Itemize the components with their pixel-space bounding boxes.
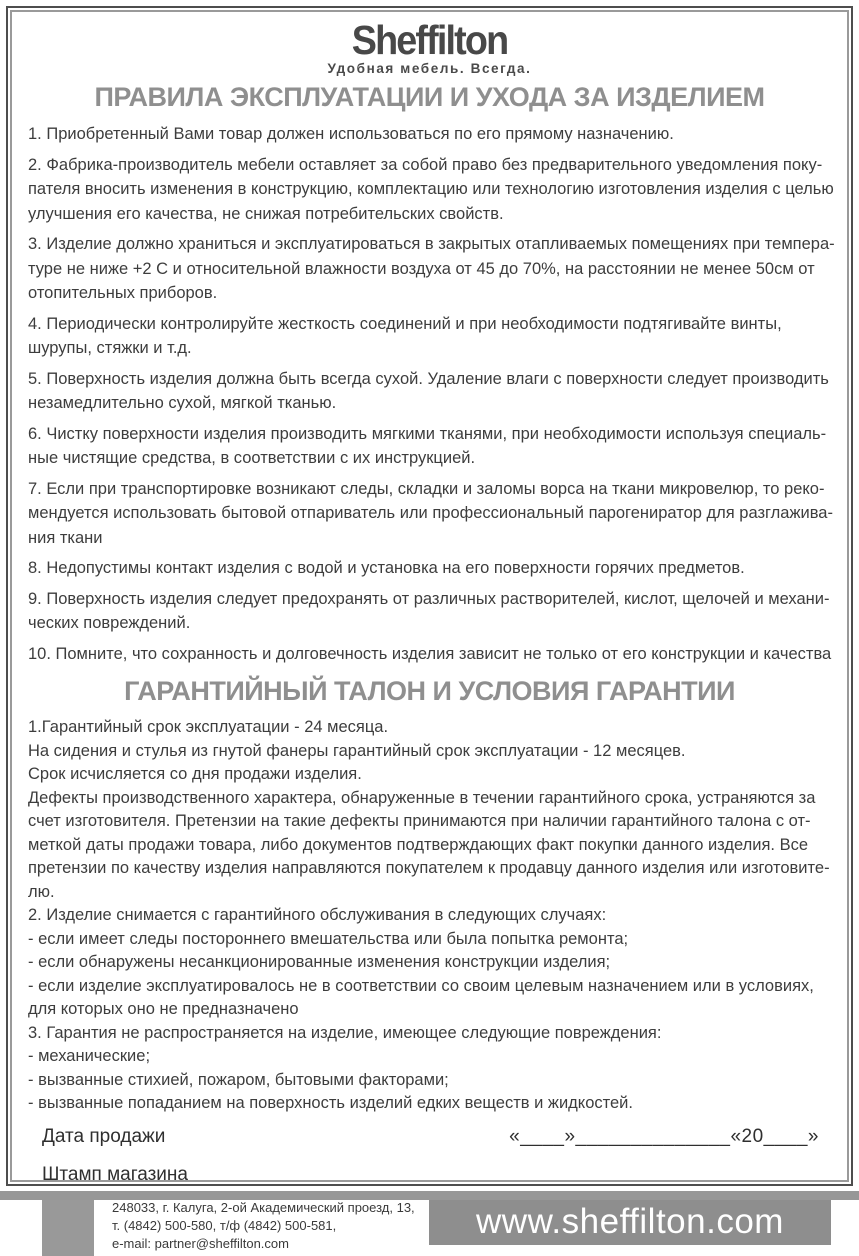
website-banner: www.sheffilton.com (429, 1199, 831, 1245)
text-line: 3. Изделие должно храниться и эксплуатироваться в закрытых отапливаемых помещениях при темпера- (28, 235, 835, 253)
text-line: меткой даты продажи товара, либо документов подтверждающих факт покупки данного изделия. Все (28, 835, 809, 854)
text-line: незамедлительно сухой, мягкой тканью. (28, 394, 337, 412)
text-line: 5. Поверхность изделия должна быть всегда сухой. Удаление влаги с поверхности следует производить (28, 369, 829, 388)
text-line: 3. Гарантия не распространяется на изделие, имеющее следующие повреждения: (28, 1023, 662, 1042)
text-line: 4. Периодически контролируйте жесткость соединений и при необходимости подтягивайте винты, (28, 314, 782, 333)
sale-date-blank-fields: «____»______________«20____» (509, 1125, 819, 1147)
care-item (28, 367, 831, 416)
text-line: лю. (28, 882, 55, 901)
care-item (28, 477, 831, 551)
text-line: 2. Фабрика-производитель мебели оставляет за собой право без предварительного уведомления поку- (28, 155, 823, 174)
text-line: 6. Чистку поверхности изделия производить мягкими тканями, при необходимости используя специаль- (28, 424, 827, 443)
text-line: претензии по качеству изделия направляются покупателем к продавцу данного изделия или изготовите- (28, 859, 830, 877)
text-line: - если изделие эксплуатировалось не в соответствии со своим целевым назначением или в условиях, (28, 976, 814, 995)
text-line: 7. Если при транспортировке возникают следы, складки и заломы ворса на ткани микровелюр, то реко- (28, 479, 825, 498)
text-line: - вызванные стихией, пожаром, бытовыми факторами; (28, 1070, 449, 1089)
care-item (28, 422, 831, 471)
text-line: Срок исчисляется со дня продажи изделия. (28, 765, 362, 783)
footer (28, 1196, 831, 1256)
sale-date-row (28, 1124, 831, 1150)
text-line: - вызванные попаданием на поверхность изделий едких веществ и жидкостей. (28, 1094, 633, 1112)
text-line: мендуется использовать бытовой отпариватель или профессиональный парогениратор для разглажива- (28, 504, 833, 522)
brand-tagline: Удобная мебель. Всегда. (327, 61, 532, 76)
text-line: счет изготовителя. Претензии на такие дефекты принимаются при наличии гарантийного талона с от- (28, 812, 811, 830)
text-line: шурупы, стяжки и т.д. (28, 339, 192, 357)
text-line: т. (4842) 500-580, т/ф (4842) 500-581, (112, 1217, 337, 1233)
text-line: На сидения и стулья из гнутой фанеры гарантийный срок эксплуатации - 12 месяцев. (28, 741, 686, 760)
document-page (10, 10, 849, 1251)
care-item (28, 122, 831, 147)
text-line: Дефекты производственного характера, обнаруженные в течении гарантийного срока, устраняются за (28, 788, 816, 807)
text-line: - механические; (28, 1047, 151, 1065)
logo-block (28, 18, 831, 78)
text-line: пателя вносить изменения в конструкцию, комплектацию или технологию изготовления изделия с целью (28, 180, 834, 198)
text-line: 2. Изделие снимается с гарантийного обслуживания в следующих случаях: (28, 906, 607, 924)
text-line: улучшения его качества, не снижая потребительских свойств. (28, 204, 504, 223)
text-line: 9. Поверхность изделия следует предохранять от различных растворителей, кислот, щелочей и механи- (28, 589, 830, 608)
footer-address (94, 1196, 429, 1253)
text-line: 1.Гарантийный срок эксплуатации - 24 месяца. (28, 718, 389, 736)
text-line: ческих повреждений. (28, 614, 191, 632)
text-line: 8. Недопустимы контакт изделия с водой и установка на его поверхности горячих предметов. (28, 559, 745, 577)
scan-bottom-edge (0, 1189, 859, 1200)
care-section-title: ПРАВИЛА ЭКСПЛУАТАЦИИ И УХОДА ЗА ИЗДЕЛИЕМ (94, 82, 765, 112)
care-rules-list (28, 122, 835, 666)
text-line: - если имеет следы постороннего вмешательства или была попытка ремонта; (28, 929, 629, 948)
text-line: ния ткани (28, 528, 103, 547)
text-line: - если обнаружены несанкционированные изменения конструкции изделия; (28, 953, 611, 971)
text-line: туре не ниже +2 С и относительной влажности воздуха от 45 до 70%, на расстоянии не менее 50см от (28, 259, 815, 278)
warranty-terms (28, 716, 831, 1116)
care-item (28, 587, 831, 636)
care-item (28, 642, 831, 667)
text-line: ные чистящие средства, в соответствии с их инструкцией. (28, 449, 476, 467)
text-line: для которых оно не предназначено (28, 1000, 299, 1018)
care-item (28, 556, 831, 581)
text-line: 248033, г. Калуга, 2-ой Академический проезд, 13, (112, 1199, 415, 1215)
care-item (28, 232, 835, 306)
sale-date-label: Дата продажи (42, 1125, 166, 1147)
shop-stamp-label: Штамп магазина (42, 1163, 188, 1185)
care-item (28, 153, 834, 227)
text-line: e-mail: partner@sheffilton.com (112, 1235, 289, 1251)
text-line: 10. Помните, что сохранность и долговечность изделия зависит не только от его конструкции и качества (28, 644, 832, 663)
warranty-section-title: ГАРАНТИЙНЫЙ ТАЛОН И УСЛОВИЯ ГАРАНТИИ (124, 676, 735, 706)
care-item (28, 312, 831, 361)
brand-logo: Sheffilton (351, 17, 508, 63)
text-line: отопительных приборов. (28, 284, 218, 302)
text-line: 1. Приобретенный Вами товар должен использоваться по его прямому назначению. (28, 125, 674, 143)
footer-logo-placeholder (42, 1196, 94, 1256)
